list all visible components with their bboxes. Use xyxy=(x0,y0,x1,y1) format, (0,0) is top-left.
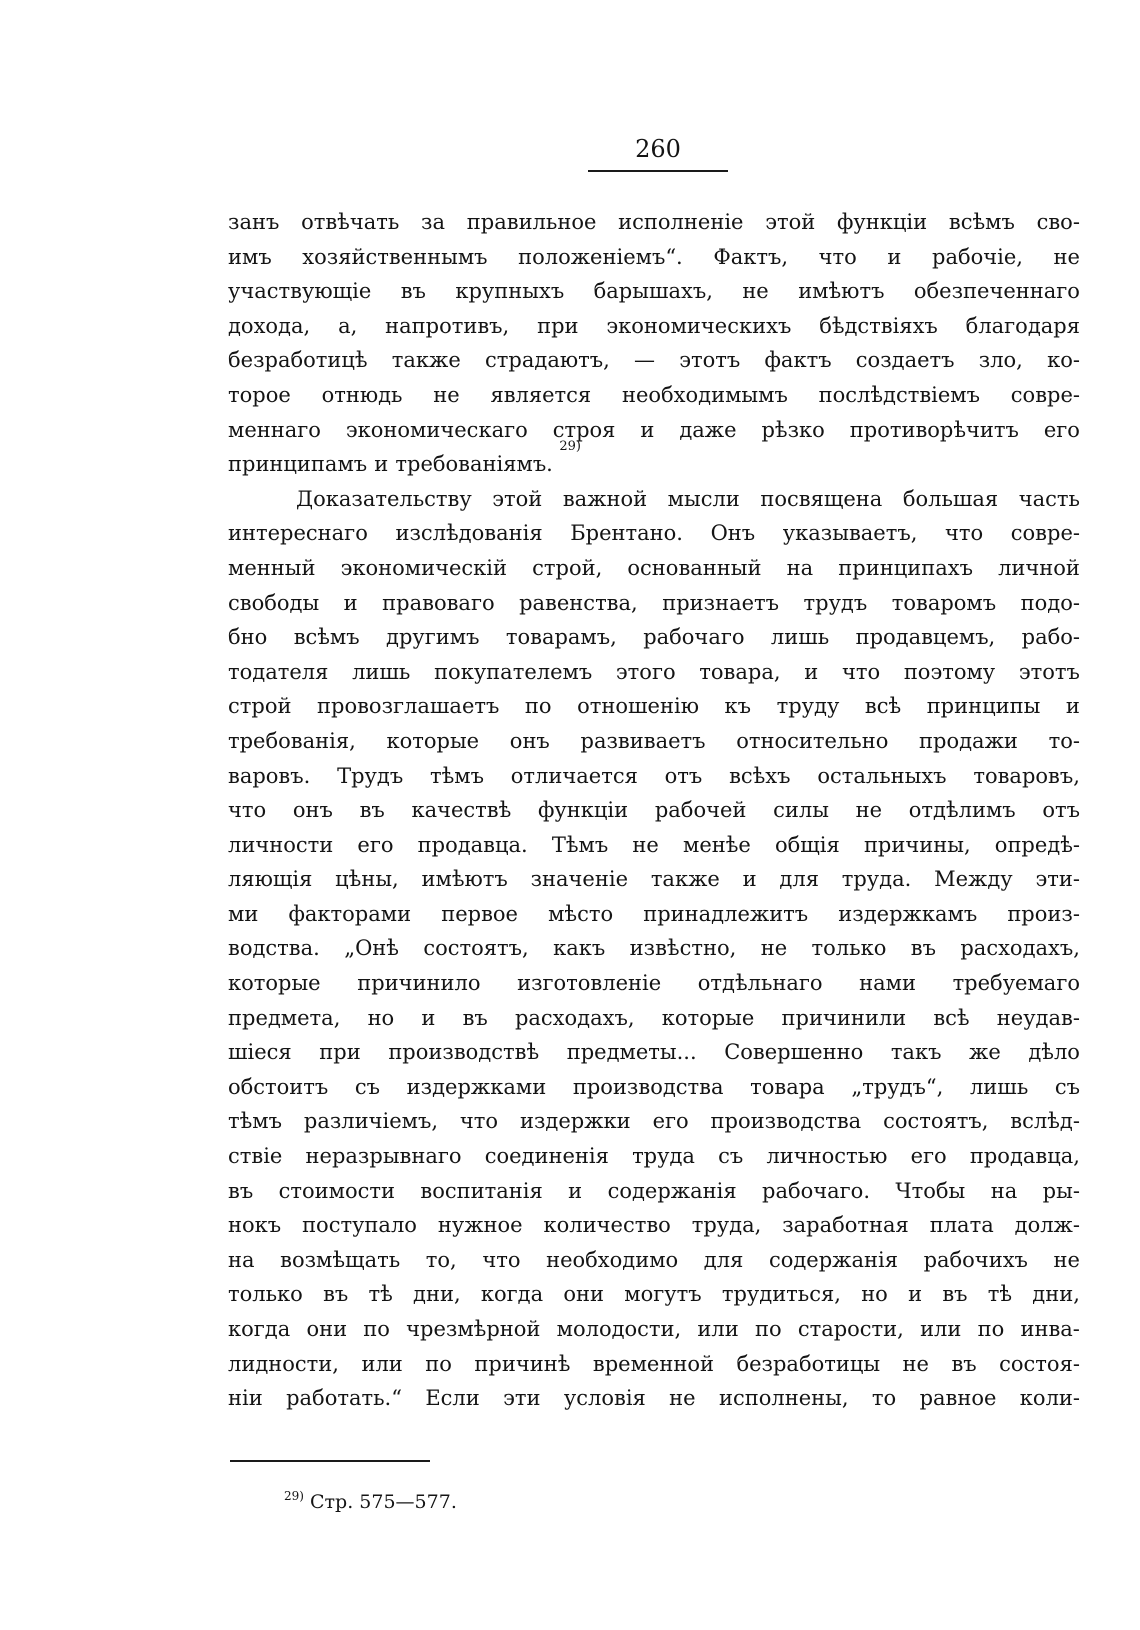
text-line: свободы и правоваго равенства, признаетъ трудъ товаромъ подо- xyxy=(228,590,1080,615)
text-line: требованія, которые онъ развиваетъ относительно продажи то- xyxy=(228,728,1080,753)
footnote-marker: 29) xyxy=(284,1489,304,1503)
text-line: интереснаго изслѣдованія Брентано. Онъ указываетъ, что совре- xyxy=(228,521,1080,546)
page-number: 260 xyxy=(635,135,681,163)
text-line: нокъ поступало нужное количество труда, заработная плата долж- xyxy=(228,1213,1080,1238)
text-line: Доказательству этой важной мысли посвящена большая часть xyxy=(296,486,1080,511)
text-line: на возмѣщать то, что необходимо для содержанія рабочихъ не xyxy=(228,1247,1080,1272)
text-line: лидности, или по причинѣ временной безработицы не въ состоя- xyxy=(228,1351,1080,1376)
text-line: ствіе неразрывнаго соединенія труда съ личностью его продавца, xyxy=(228,1144,1080,1169)
text-line: ляющія цѣны, имѣютъ значеніе также и для труда. Между эти- xyxy=(228,867,1080,892)
text-line: которые причинило изготовленіе отдѣльнаго нами требуемаго xyxy=(228,971,1080,996)
text-line: меннаго экономическаго строя и даже рѣзко противорѣчитъ его xyxy=(228,417,1080,442)
text-line: ніи работать.“ Если эти условія не исполнены, то равное коли- xyxy=(228,1386,1080,1411)
footnote-separator xyxy=(230,1460,430,1462)
paragraph xyxy=(228,482,1080,1416)
text-line: когда они по чрезмѣрной молодости, или по старости, или по инва- xyxy=(228,1317,1080,1341)
page-number-rule xyxy=(588,170,728,172)
text-line: шіеся при производствѣ предметы... Совершенно такъ же дѣло xyxy=(228,1040,1080,1065)
text-line: варовъ. Трудъ тѣмъ отличается отъ всѣхъ остальныхъ товаровъ, xyxy=(228,763,1080,788)
text-line: бно всѣмъ другимъ товарамъ, рабочаго лишь продавцемъ, рабо- xyxy=(228,625,1080,650)
text-line: строй провозглашаетъ по отношенію къ труду всѣ принципы и xyxy=(228,694,1080,719)
text-line: тодателя лишь покупателемъ этого товара, и что поэтому этотъ xyxy=(228,659,1080,684)
text-line: обстоитъ съ издержками производства товара „трудъ“, лишь съ xyxy=(228,1074,1080,1099)
footnote-text: Стр. 575—577. xyxy=(310,1491,457,1513)
text-line: что онъ въ качествѣ функціи рабочей силы не отдѣлимъ отъ xyxy=(228,798,1080,823)
text-line: дохода, а, напротивъ, при экономическихъ бѣдствіяхъ благодаря xyxy=(228,313,1080,338)
text-line: личности его продавца. Тѣмъ не менѣе общія причины, опредѣ- xyxy=(228,832,1080,857)
text-line: ми факторами первое мѣсто принадлежитъ издержкамъ произ- xyxy=(228,901,1080,926)
text-line: водства. „Онѣ состоятъ, какъ извѣстно, не только въ расходахъ, xyxy=(228,936,1080,961)
footnote-reference: 29) xyxy=(559,439,581,455)
text-line: только въ тѣ дни, когда они могутъ трудиться, но и въ тѣ дни, xyxy=(228,1282,1080,1307)
footnote xyxy=(284,1488,457,1516)
text-line: занъ отвѣчать за правильное исполненіе этой функціи всѣмъ сво- xyxy=(228,210,1080,234)
text-line: безработицѣ также страдаютъ, — этотъ фактъ создаетъ зло, ко- xyxy=(228,348,1080,373)
text-line: торое отнюдь не является необходимымъ послѣдствіемъ совре- xyxy=(228,382,1080,407)
text-line: менный экономическій строй, основанный на принципахъ личной xyxy=(228,555,1080,580)
text-line: принципамъ и требованіямъ. 29) xyxy=(228,447,1080,482)
text-line: тѣмъ различіемъ, что издержки его производства состоятъ, вслѣд- xyxy=(228,1109,1080,1134)
text-line: предмета, но и въ расходахъ, которые причинили всѣ неудав- xyxy=(228,1005,1080,1030)
body-text xyxy=(228,205,1080,1416)
text-line: участвующіе въ крупныхъ барышахъ, не имѣютъ обезпеченнаго xyxy=(228,279,1080,304)
text-line: имъ хозяйственнымъ положеніемъ“. Фактъ, что и рабочіе, не xyxy=(228,244,1080,269)
text-line: въ стоимости воспитанія и содержанія рабочаго. Чтобы на ры- xyxy=(228,1178,1080,1203)
paragraph xyxy=(228,205,1080,482)
